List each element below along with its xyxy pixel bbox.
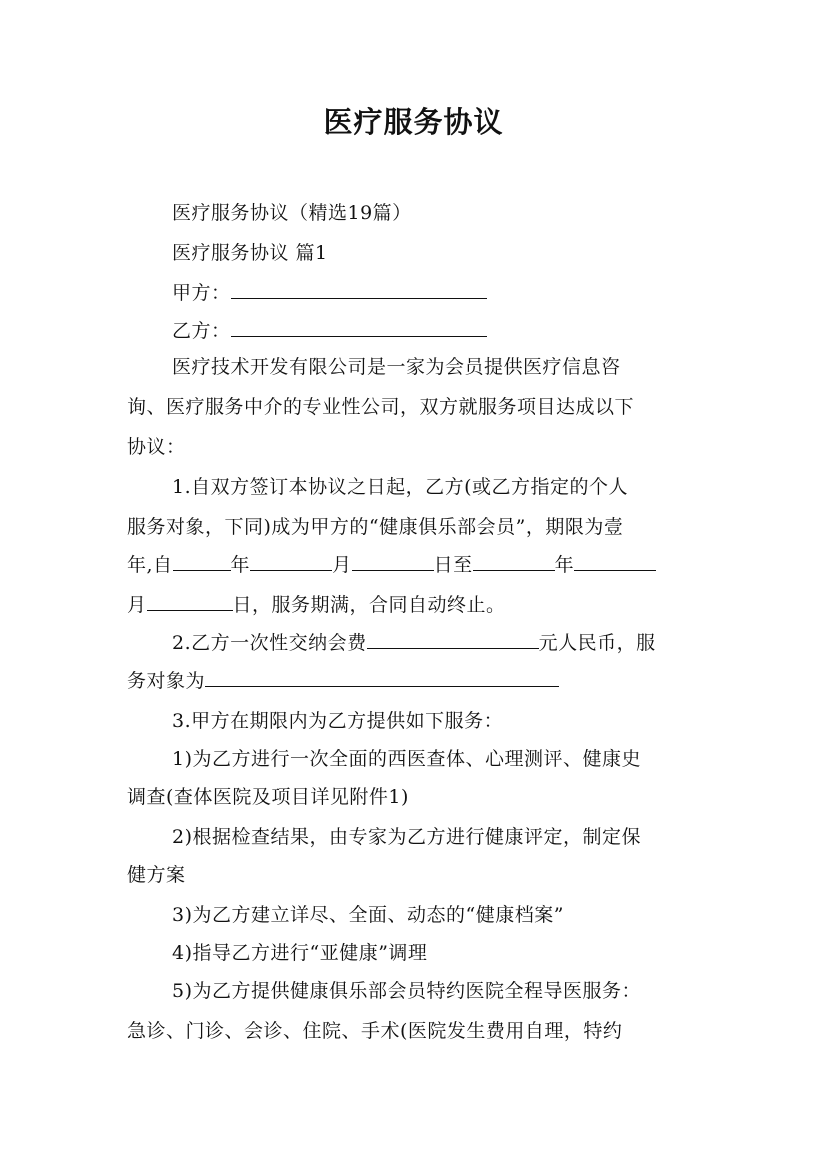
party-a-line xyxy=(172,278,487,305)
party-b-label: 乙方： xyxy=(172,320,231,342)
body-text: 医疗技术开发有限公司是一家为会员提供医疗信息咨 xyxy=(172,356,621,378)
date-range-line xyxy=(127,550,656,577)
body-text-line xyxy=(172,744,641,771)
body-text-line xyxy=(172,976,641,1003)
body-text-line xyxy=(127,512,623,539)
body-text: 5)为乙方提供健康俱乐部会员特约医院全程导医服务： xyxy=(172,980,642,1002)
end-year-blank xyxy=(473,551,555,571)
body-text: 服务对象，下同)成为甲方的“健康俱乐部会员”，期限为壹 xyxy=(127,516,624,538)
section-heading-line xyxy=(172,238,328,265)
body-text-line xyxy=(127,392,634,419)
body-text-line xyxy=(172,352,621,379)
body-text: 年 xyxy=(554,554,575,576)
party-a-label: 甲方： xyxy=(172,282,231,304)
body-text-line xyxy=(127,432,186,459)
subtitle-text: 医疗服务协议（精选19篇） xyxy=(172,202,412,224)
body-text: 月 xyxy=(332,554,352,576)
body-text-line xyxy=(172,938,427,965)
body-text-line xyxy=(127,860,186,887)
body-text: 年,自 xyxy=(127,554,173,576)
fee-amount-blank xyxy=(367,629,539,649)
service-target-line xyxy=(127,666,559,693)
start-month-blank xyxy=(250,551,332,571)
body-text-line xyxy=(172,706,503,733)
body-text-line xyxy=(127,1016,622,1043)
body-text-line xyxy=(127,782,409,809)
party-a-blank xyxy=(231,279,487,299)
body-text: 1)为乙方进行一次全面的西医查体、心理测评、健康史 xyxy=(172,748,642,770)
body-text-line xyxy=(172,472,628,499)
body-text: 月 xyxy=(127,594,147,616)
body-text: 元人民币，服 xyxy=(538,632,656,654)
body-text-line xyxy=(172,900,564,927)
body-text: 2.乙方一次性交纳会费 xyxy=(172,632,367,654)
fee-line xyxy=(172,628,656,655)
body-text: 日，服务期满，合同自动终止。 xyxy=(232,594,506,616)
subtitle-line xyxy=(172,198,412,225)
body-text: 调查(查体医院及项目详见附件1) xyxy=(127,786,409,808)
section-heading-text: 医疗服务协议 篇1 xyxy=(172,242,328,264)
party-b-blank xyxy=(231,317,487,337)
end-month-blank xyxy=(574,551,656,571)
body-text: 4)指导乙方进行“亚健康”调理 xyxy=(172,942,428,964)
service-target-blank xyxy=(205,667,559,687)
body-text: 3.甲方在期限内为乙方提供如下服务： xyxy=(172,710,504,732)
body-text: 年 xyxy=(230,554,251,576)
body-text: 3)为乙方建立详尽、全面、动态的“健康档案” xyxy=(172,904,564,926)
body-text: 询、医疗服务中介的专业性公司，双方就服务项目达成以下 xyxy=(127,396,635,418)
body-text: 急诊、门诊、会诊、住院、手术(医院发生费用自理，特约 xyxy=(127,1020,623,1042)
document-title: 医疗服务协议 xyxy=(323,105,504,139)
body-text: 2)根据检查结果，由专家为乙方进行健康评定，制定保 xyxy=(172,826,642,848)
body-text: 务对象为 xyxy=(127,670,206,692)
body-text: 健方案 xyxy=(127,864,186,886)
body-text: 日至 xyxy=(433,554,473,576)
body-text: 协议： xyxy=(127,436,186,458)
start-day-blank xyxy=(352,551,434,571)
body-text: 1.自双方签订本协议之日起，乙方(或乙方指定的个人 xyxy=(172,476,629,498)
end-day-blank xyxy=(147,591,233,611)
date-range-line xyxy=(127,590,506,617)
body-text-line xyxy=(172,822,641,849)
party-b-line xyxy=(172,316,487,343)
start-year-blank xyxy=(173,551,231,571)
